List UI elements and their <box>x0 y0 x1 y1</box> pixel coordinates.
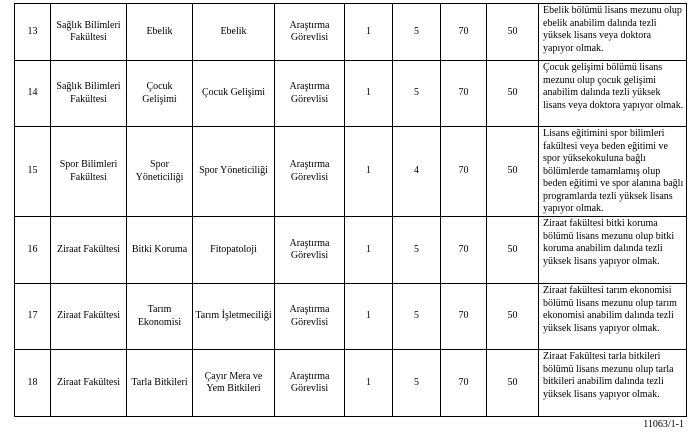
description-cell: Çocuk gelişimi bölümü lisans mezunu olup çocuk gelişimi anabilim dalında tezli yüksek lisans veya doktora yapıyor olmak. <box>539 61 687 127</box>
foreign-language-cell: 70 <box>441 127 487 217</box>
faculty-cell: Sağlık Bilimleri Fakültesi <box>51 4 127 61</box>
ales-cell: 5 <box>393 217 441 284</box>
table-row <box>15 127 687 217</box>
department-cell: Bitki Koruma <box>127 217 193 284</box>
description-cell: Ebelik bölümü lisans mezunu olup ebelik anabilim dalında tezli yüksek lisans veya doktora yapıyor olmak. <box>539 4 687 61</box>
table-row <box>15 350 687 417</box>
department-cell: Çocuk Gelişimi <box>127 61 193 127</box>
min-score-cell: 50 <box>487 350 539 417</box>
foreign-language-cell: 70 <box>441 284 487 350</box>
faculty-cell: Sağlık Bilimleri Fakültesi <box>51 61 127 127</box>
row-number: 14 <box>15 61 51 127</box>
table-row <box>15 284 687 350</box>
table-row <box>15 217 687 284</box>
program-cell: Çayır Mera ve Yem Bitkileri <box>193 350 275 417</box>
ales-cell: 5 <box>393 61 441 127</box>
row-number: 17 <box>15 284 51 350</box>
description-cell: Ziraat fakültesi bitki koruma bölümü lisans mezunu olup bitki koruma anabilim dalında tezli yüksek lisans yapıyor olmak. <box>539 217 687 284</box>
title-cell: Araştırma Görevlisi <box>275 284 345 350</box>
foreign-language-cell: 70 <box>441 61 487 127</box>
description-cell: Lisans eğitimini spor bilimleri fakültesi veya beden eğitimi ve spor yüksekokuluna bağlı bölümlerde tamamlamış olup beden eğitimi ve spor alanına bağlı programlarda tezli yüksek lisans yapıyor olmak. <box>539 127 687 217</box>
description-cell: Ziraat Fakültesi tarla bitkileri bölümü lisans mezunu olup tarla bitkileri anabilim dalında tezli yüksek lisans yapıyor olmak. <box>539 350 687 417</box>
program-cell: Çocuk Gelişimi <box>193 61 275 127</box>
row-number: 13 <box>15 4 51 61</box>
min-score-cell: 50 <box>487 217 539 284</box>
row-number: 15 <box>15 127 51 217</box>
faculty-cell: Spor Bilimleri Fakültesi <box>51 127 127 217</box>
foreign-language-cell: 70 <box>441 217 487 284</box>
count-cell: 1 <box>345 127 393 217</box>
title-cell: Araştırma Görevlisi <box>275 350 345 417</box>
department-cell: Ebelik <box>127 4 193 61</box>
min-score-cell: 50 <box>487 61 539 127</box>
faculty-cell: Ziraat Fakültesi <box>51 350 127 417</box>
count-cell: 1 <box>345 4 393 61</box>
department-cell: Tarla Bitkileri <box>127 350 193 417</box>
department-cell: Tarım Ekonomisi <box>127 284 193 350</box>
faculty-cell: Ziraat Fakültesi <box>51 284 127 350</box>
positions-table <box>14 3 687 417</box>
ales-cell: 4 <box>393 127 441 217</box>
count-cell: 1 <box>345 284 393 350</box>
department-cell: Spor Yöneticiliği <box>127 127 193 217</box>
description-cell: Ziraat fakültesi tarım ekonomisi bölümü lisans mezunu olup tarım ekonomisi anabilim dalında tezli yüksek lisans yapıyor olmak. <box>539 284 687 350</box>
program-cell: Tarım İşletmeciliği <box>193 284 275 350</box>
count-cell: 1 <box>345 61 393 127</box>
table-row <box>15 4 687 61</box>
title-cell: Araştırma Görevlisi <box>275 61 345 127</box>
min-score-cell: 50 <box>487 284 539 350</box>
min-score-cell: 50 <box>487 4 539 61</box>
faculty-cell: Ziraat Fakültesi <box>51 217 127 284</box>
title-cell: Araştırma Görevlisi <box>275 4 345 61</box>
count-cell: 1 <box>345 350 393 417</box>
program-cell: Fitopatoloji <box>193 217 275 284</box>
min-score-cell: 50 <box>487 127 539 217</box>
ales-cell: 5 <box>393 350 441 417</box>
title-cell: Araştırma Görevlisi <box>275 127 345 217</box>
document-number: 11063/1-1 <box>643 419 684 430</box>
foreign-language-cell: 70 <box>441 350 487 417</box>
program-cell: Spor Yöneticiliği <box>193 127 275 217</box>
title-cell: Araştırma Görevlisi <box>275 217 345 284</box>
program-cell: Ebelik <box>193 4 275 61</box>
table-row <box>15 61 687 127</box>
count-cell: 1 <box>345 217 393 284</box>
foreign-language-cell: 70 <box>441 4 487 61</box>
ales-cell: 5 <box>393 4 441 61</box>
row-number: 18 <box>15 350 51 417</box>
ales-cell: 5 <box>393 284 441 350</box>
row-number: 16 <box>15 217 51 284</box>
